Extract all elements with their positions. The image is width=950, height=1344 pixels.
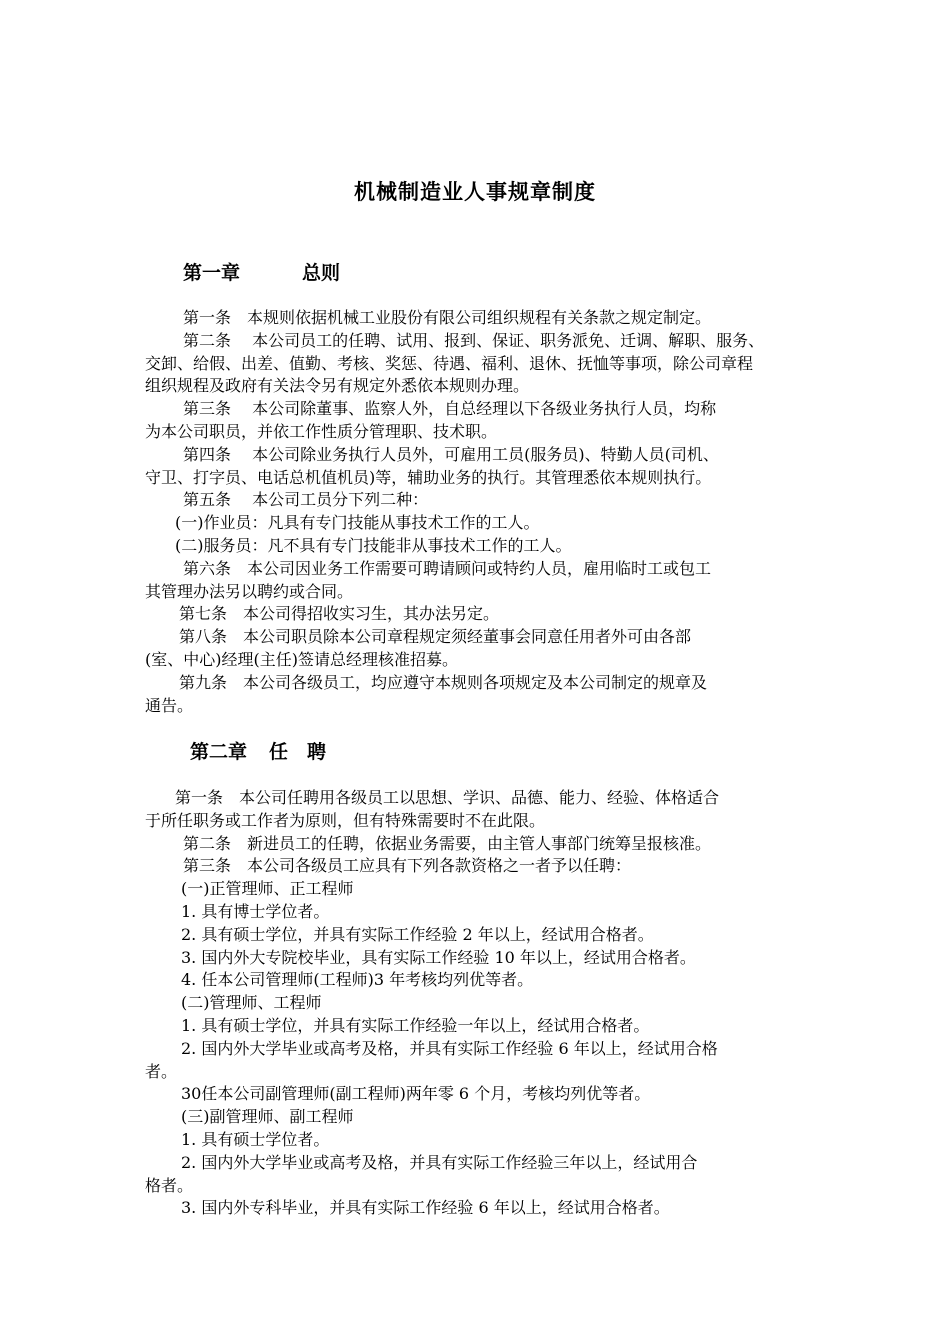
article-line: 第一条 本规则依据机械工业股份有限公司组织规程有关条款之规定制定。 [183,308,712,327]
article-line: 交卸、给假、出差、值勤、考核、奖惩、待遇、福利、退休、抚恤等事项，除公司章程 [145,353,754,373]
article-line: 组织规程及政府有关法令另有规定外悉依本规则办理。 [145,376,530,396]
article-line: 其管理办法另以聘约或合同。 [145,581,354,601]
article-line: 1. 具有博士学位者。 [181,901,330,921]
article-line: (一)作业员：凡具有专门技能从事技术工作的工人。 [175,513,540,533]
article-line: (三)副管理师、副工程师 [181,1107,354,1127]
article-line: 3. 国内外专科毕业，并具有实际工作经验 6 年以上，经试用合格者。 [181,1198,670,1218]
article-line: 第二条 新进员工的任聘，依据业务需要，由主管人事部门统筹呈报核准。 [183,833,712,853]
article-line: 第三条 本公司除董事、监察人外，自总经理以下各级业务执行人员，均称 [183,399,717,419]
article-line: 第一条 本公司任聘用各级员工以思想、学识、品德、能力、经验、体格适合 [175,788,720,807]
article-line: 第三条 本公司各级员工应具有下列各款资格之一者予以任聘： [183,856,632,876]
article-line: (室、中心)经理(主任)签请总经理核准招募。 [145,649,458,669]
chapter-1-number: 第一章 [183,262,241,284]
article-line: 守卫、打字员、电话总机值机员)等，辅助业务的执行。其管理悉依本规则执行。 [145,467,712,487]
article-line: 2. 具有硕士学位，并具有实际工作经验 2 年以上，经试用合格者。 [181,924,654,944]
article-line: 第六条 本公司因业务工作需要可聘请顾问或特约人员，雇用临时工或包工 [183,558,712,578]
article-line: 为本公司职员，并依工作性质分管理职、技术职。 [145,421,498,441]
article-line: 第九条 本公司各级员工，均应遵守本规则各项规定及本公司制定的规章及 [179,672,708,692]
chapter-1-name: 总则 [302,262,341,284]
article-line: 2. 国内外大学毕业或高考及格，并具有实际工作经验三年以上，经试用合 [181,1152,698,1172]
article-line: 第八条 本公司职员除本公司章程规定须经董事会同意任用者外可由各部 [179,627,692,647]
article-line: 者。 [145,1061,178,1081]
chapter-2-number: 第二章 [190,741,248,763]
chapter-2-body [145,787,815,1220]
document-title: 机械制造业人事规章制度 [354,179,596,204]
article-line: 3. 国内外大专院校毕业，具有实际工作经验 10 年以上，经试用合格者。 [181,947,696,967]
article-line: 于所任职务或工作者为原则，但有特殊需要时不在此限。 [145,810,546,830]
article-line: 第五条 本公司工员分下列二种： [183,490,429,510]
article-line: (一)正管理师、正工程师 [181,879,354,899]
article-line: 第二条 本公司员工的任聘、试用、报到、保证、职务派免、迁调、解职、服务、 [183,330,765,350]
article-line: 2. 国内外大学毕业或高考及格，并具有实际工作经验 6 年以上，经试用合格 [181,1038,718,1058]
article-line: 第七条 本公司得招收实习生，其办法另定。 [179,604,500,624]
article-line: 格者。 [145,1175,194,1195]
article-line: 4. 任本公司管理师(工程师)3 年考核均列优等者。 [181,970,534,990]
chapter-1-heading [183,259,340,287]
article-line: 30任本公司副管理师(副工程师)两年零 6 个月，考核均列优等者。 [181,1084,651,1104]
article-line: (二)服务员：凡不具有专门技能非从事技术工作的工人。 [175,535,572,555]
article-line: (二)管理师、工程师 [181,993,322,1013]
chapter-2-heading [190,738,326,766]
chapter-2-name: 任 聘 [269,741,327,763]
chapter-1-body [145,307,815,717]
article-line: 1. 具有硕士学位，并具有实际工作经验一年以上，经试用合格者。 [181,1015,650,1035]
article-line: 1. 具有硕士学位者。 [181,1129,330,1149]
article-line: 通告。 [145,695,194,715]
article-line: 第四条 本公司除业务执行人员外，可雇用工员(服务员)、特勤人员(司机、 [183,444,719,464]
